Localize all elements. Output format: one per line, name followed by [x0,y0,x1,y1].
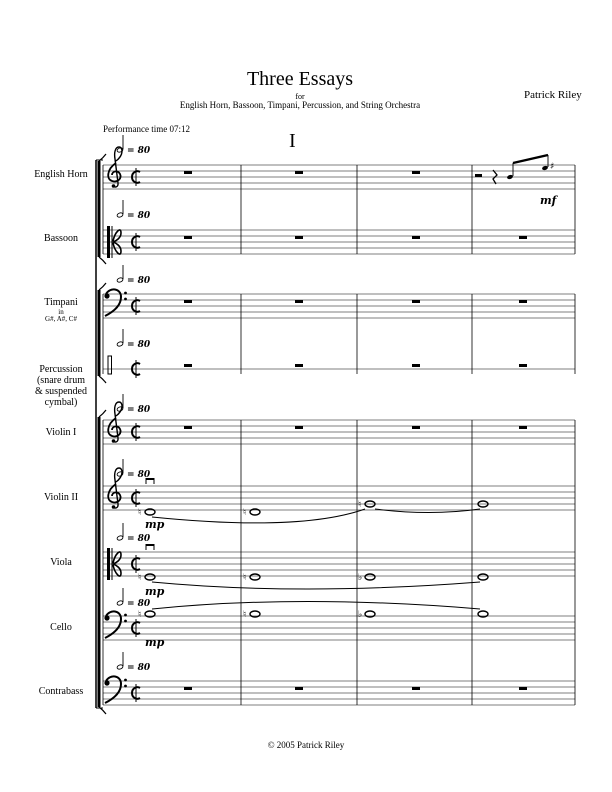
dynamic-vln2-mp: mp [145,518,165,531]
svg-text:= 80: = 80 [127,534,151,544]
svg-text:♮: ♮ [138,610,142,620]
instrument-label-timpani: Timpani [44,297,78,308]
system-brackets [96,154,106,714]
svg-text:= 80: = 80 [127,663,151,673]
staff-viola [103,544,575,589]
movement-number: I [289,130,296,152]
composer-name: Patrick Riley [524,89,582,101]
svg-text:♭: ♭ [358,573,363,583]
staff-english-horn [103,147,575,189]
svg-text:= 80: = 80 [127,405,151,415]
staff-percussion [103,356,575,378]
copyright-notice: © 2005 Patrick Riley [267,740,345,750]
instrument-label-percussion-1: Percussion [39,364,83,375]
instrument-label-percussion-4: cymbal) [44,397,78,408]
instrument-label-viola: Viola [50,557,72,568]
tempo-mark-timpani [116,265,150,286]
tempo-mark-bassoon [116,200,150,221]
staff-violin2 [103,468,575,523]
score-title: Three Essays [246,68,354,90]
staff-violin1 [103,402,575,444]
svg-text:♮: ♮ [358,500,362,510]
staff-bassoon [103,226,575,258]
dynamic-viola-mp: mp [145,585,165,598]
instrument-label-bassoon: Bassoon [44,233,78,244]
instrument-label-contrabass: Contrabass [38,686,84,697]
svg-text:♮: ♮ [138,573,142,583]
svg-text:= 80: = 80 [127,146,151,156]
dynamic-eh-mf: mf [540,194,557,207]
tempo-mark-contrabass [116,652,150,673]
instrument-label-cello: Cello [50,622,72,633]
svg-text:♮: ♮ [138,508,142,518]
svg-text:= 80: = 80 [127,470,151,480]
score-subtitle: English Horn, Bassoon, Timpani, Percussion, and String Orchestra [179,100,421,110]
svg-text:♮: ♮ [243,573,247,583]
performance-time: Performance time 07:12 [103,124,190,134]
for-line: for [295,92,305,101]
instrument-label-percussion-3: & suspended [35,386,87,397]
instrument-label-violin1: Violin I [45,427,77,438]
staff-timpani [103,289,575,318]
svg-text:= 80: = 80 [127,211,151,221]
instrument-label-percussion-2: (snare drum [36,375,86,386]
svg-text:= 80: = 80 [127,340,151,350]
barlines [103,165,575,705]
staff-cello [103,602,575,641]
timpani-in-label: in [58,308,64,316]
svg-text:♮: ♮ [243,508,247,518]
svg-text:= 80: = 80 [127,599,151,609]
timpani-tuning-label: G#, A#, C# [45,315,77,323]
instrument-label-violin2: Violin II [43,492,79,503]
instrument-label-english-horn: English Horn [34,169,88,180]
svg-text:♯: ♯ [550,162,555,172]
svg-text:= 80: = 80 [127,276,151,286]
tempo-mark-percussion [116,329,150,350]
svg-text:♮: ♮ [243,610,247,620]
svg-text:♭: ♭ [358,610,363,620]
staff-contrabass [103,676,575,705]
dynamic-cello-mp: mp [145,636,165,649]
